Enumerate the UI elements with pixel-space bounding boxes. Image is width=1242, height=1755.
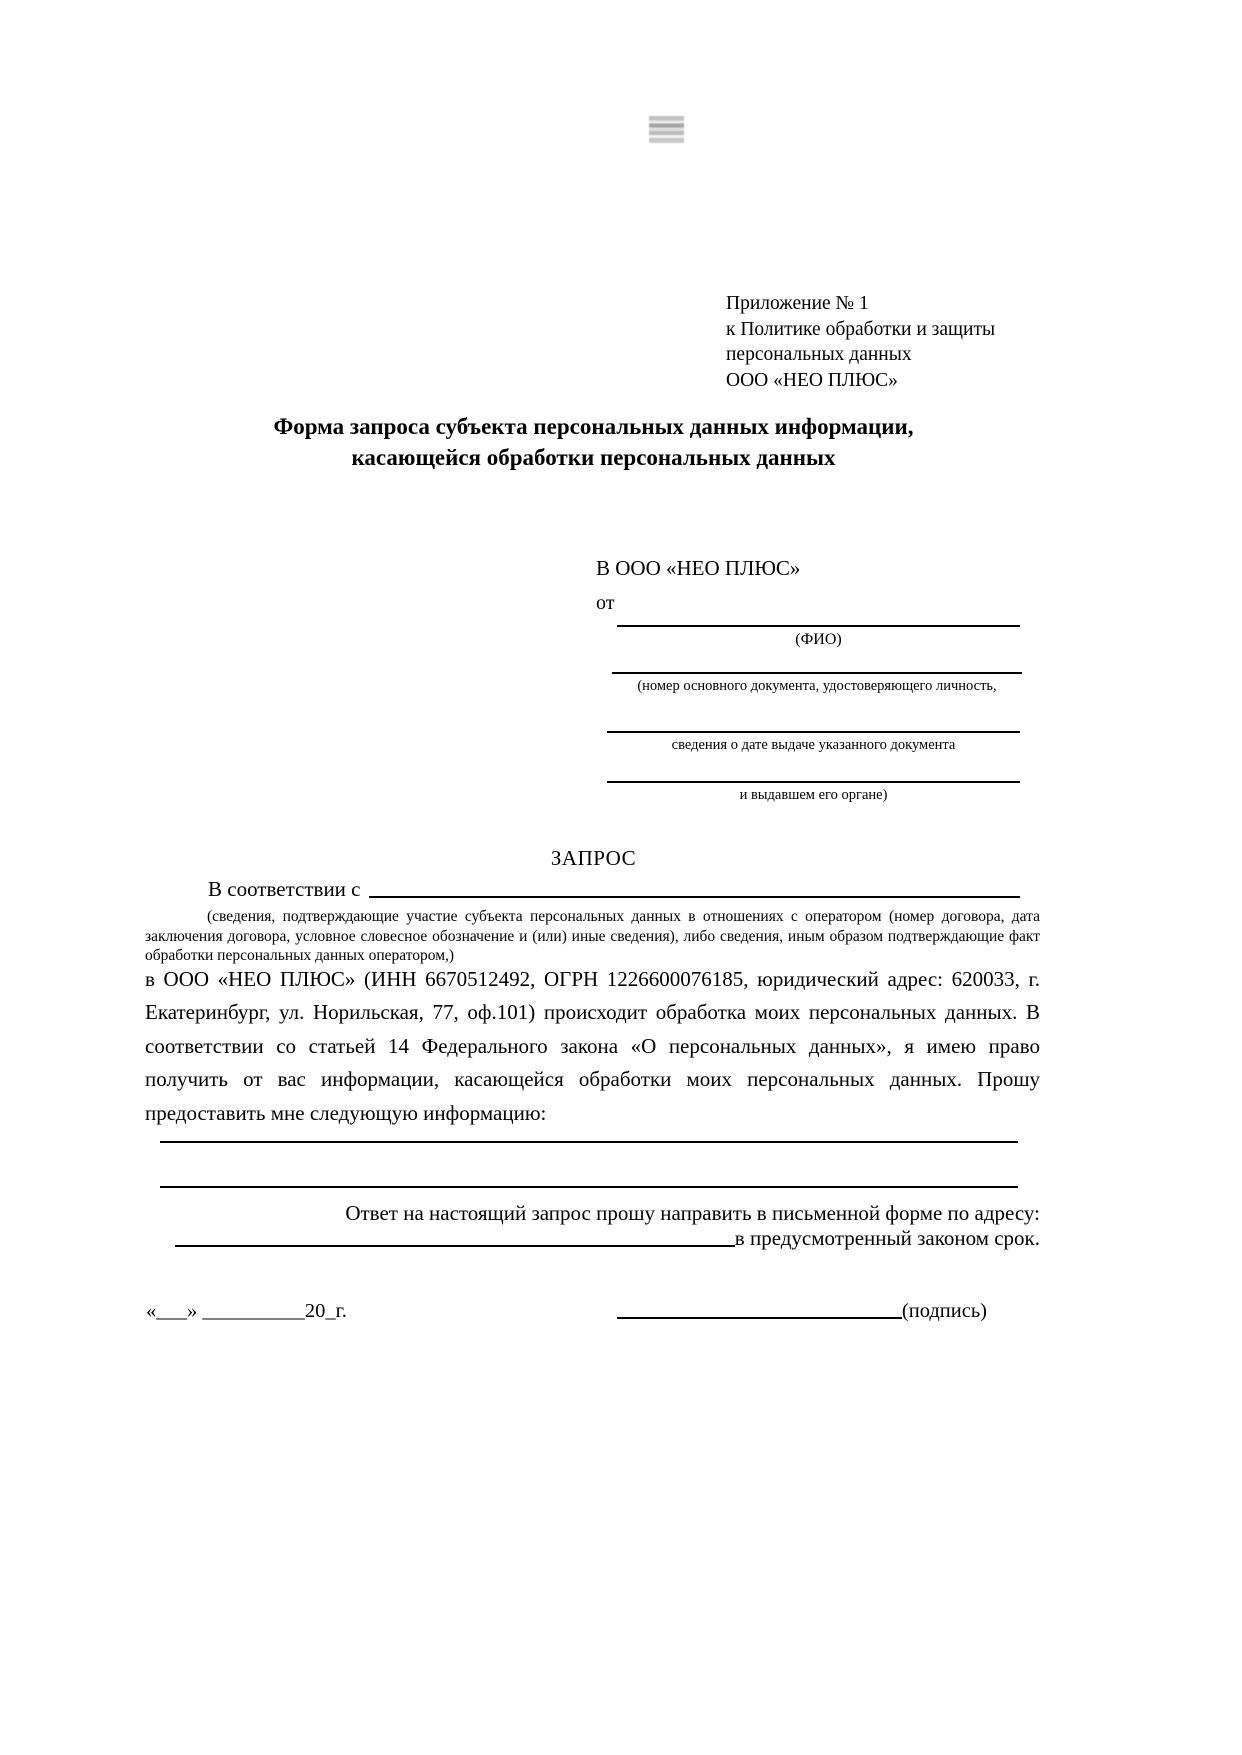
- blurred-logo-image: [649, 116, 684, 143]
- address-blank-line: [175, 1245, 735, 1247]
- form-title: [145, 411, 1042, 473]
- addressee-company: В ООО «НЕО ПЛЮС»: [596, 556, 801, 580]
- reply-deadline-text: в предусмотренный законом срок.: [734, 1226, 1040, 1250]
- date-blank-text: «___» __________20_г.: [146, 1300, 347, 1322]
- issue-date-blank-line: [607, 731, 1020, 733]
- issuing-authority-blank-line: [607, 781, 1020, 783]
- annex-line-3: персональных данных: [726, 344, 912, 365]
- request-intro-text: В соответствии с: [208, 877, 361, 901]
- fio-field: [617, 625, 1020, 648]
- issue-date-caption: сведения о дате выдаче указанного документа: [671, 737, 956, 753]
- annex-line-2: к Политике обработки и защиты: [726, 318, 996, 340]
- info-blank-line-1: [160, 1141, 1018, 1143]
- annex-line-1: Приложение № 1: [726, 293, 869, 314]
- issue-date-field: [607, 731, 1020, 754]
- request-intro-row: [145, 877, 1020, 902]
- fio-field-blank-line: [617, 625, 1020, 627]
- signature-blank-line: [617, 1317, 902, 1319]
- form-title-line-2: касающейся обработки персональных данных: [351, 445, 836, 470]
- request-body-text: в ООО «НЕО ПЛЮС» (ИНН 6670512492, ОГРН 1226600076185, юридический адрес: 620033, г. Екатеринбург, ул. Норильская, 77, оф.101) происходит обработка моих персональных данных. В соответствии со статьей 14 Федерального закона «О персональных данных», я имею право получить от вас информации, касающейся обработки моих персональных данных. Прошу предоставить мне следующую информацию:: [145, 967, 1040, 1125]
- form-title-line-1: Форма запроса субъекта персональных данных информации,: [273, 414, 914, 439]
- issuing-authority-caption: и выдавшем его органе): [739, 787, 888, 803]
- signature-caption: (подпись): [901, 1300, 987, 1322]
- info-blank-line-2: [160, 1186, 1018, 1188]
- reply-deadline-row: [175, 1226, 1040, 1251]
- annex-block: [726, 291, 995, 393]
- from-label: от: [596, 592, 615, 614]
- document-number-caption: (номер основного документа, удостоверяющего личность,: [637, 678, 997, 694]
- issuing-authority-field: [607, 781, 1020, 804]
- footnote-text: (сведения, подтверждающие участие субъекта персональных данных в отношениях с оператором (номер договора, дата заключения договора, условное словесное обозначение и (или) иные сведения), либо сведения, иным образом подтверждающие факт обработки персональных данных оператором,): [145, 908, 1040, 964]
- request-heading: ЗАПРОС: [550, 846, 637, 870]
- document-number-field: [612, 672, 1022, 695]
- document-number-blank-line: [612, 672, 1022, 674]
- reply-address-text: Ответ на настоящий запрос прошу направить в письменной форме по адресу:: [345, 1201, 1040, 1225]
- fio-field-caption: (ФИО): [795, 631, 842, 648]
- annex-line-4: ООО «НЕО ПЛЮС»: [726, 369, 898, 391]
- signature-row: [617, 1300, 987, 1323]
- agreement-basis-blank-line: [369, 896, 1021, 898]
